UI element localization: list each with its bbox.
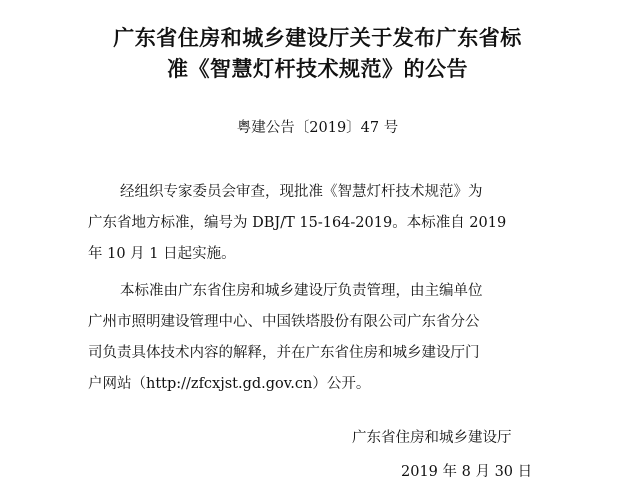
paragraph-2-line-4: 户网站（http://zfcxjst.gd.gov.cn）公开。: [88, 376, 371, 392]
announcement-title-line-2: 准《智慧灯杆技术规范》的公告: [167, 57, 468, 81]
paragraph-2-line-2: 广州市照明建设管理中心、中国铁塔股份有限公司广东省分公: [88, 314, 480, 330]
paragraph-1-line-2: 广东省地方标准，编号为 DBJ/T 15-164-2019。本标准自 2019: [88, 215, 507, 231]
signature-date: 2019 年 8 月 30 日: [401, 464, 533, 480]
document-number: 粤建公告〔2019〕47 号: [236, 120, 399, 136]
paragraph-2-line-3: 司负责具体技术内容的解释，并在广东省住房和城乡建设厅门: [88, 345, 480, 361]
paragraph-1-line-1: 经组织专家委员会审查，现批准《智慧灯杆技术规范》为: [120, 184, 483, 200]
signature-organization: 广东省住房和城乡建设厅: [352, 430, 512, 446]
paragraph-1-line-3: 年 10 月 1 日起实施。: [88, 246, 236, 262]
announcement-title-line-1: 广东省住房和城乡建设厅关于发布广东省标: [113, 26, 522, 50]
paragraph-2-line-1: 本标准由广东省住房和城乡建设厅负责管理，由主编单位: [120, 283, 483, 299]
